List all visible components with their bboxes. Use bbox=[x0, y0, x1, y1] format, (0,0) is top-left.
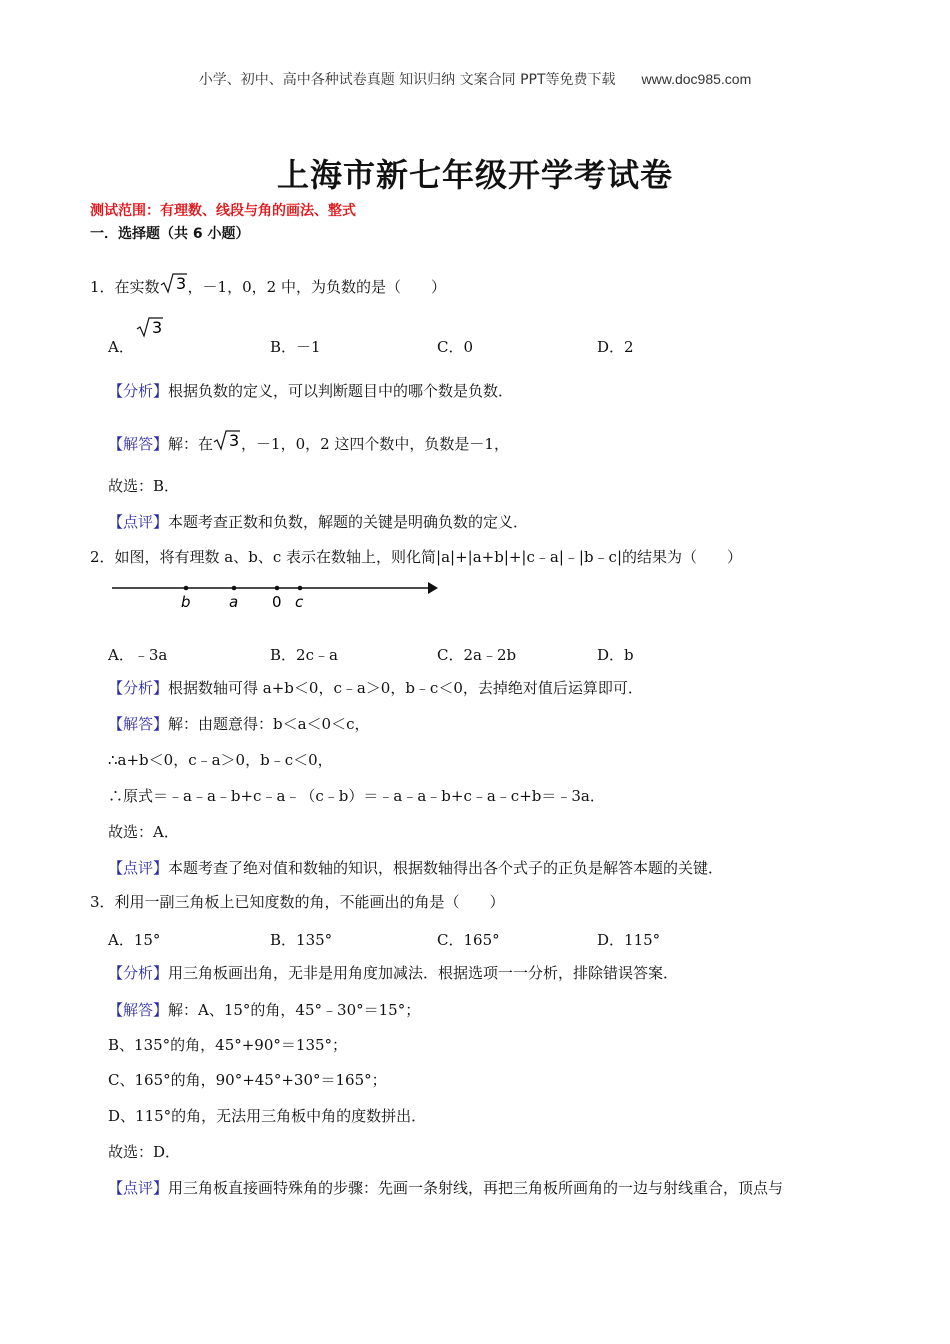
q2-option-d[interactable]: D．b bbox=[597, 646, 634, 664]
q2-step-1: ∴a+b＜0，c﹣a＞0，b﹣c＜0， bbox=[108, 751, 333, 769]
question-1-stem: 1．在实数 3 ，－1，0，2 中，为负数的是（ ） bbox=[90, 274, 446, 296]
q3-analysis: 【分析】用三角板画出角，无非是用角度加减法．根据选项一一分析，排除错误答案． bbox=[108, 964, 679, 982]
question-3-stem: 3．利用一副三角板上已知度数的角，不能画出的角是（ ） bbox=[90, 893, 505, 911]
axis-arrow-icon bbox=[428, 582, 438, 594]
sqrt-3-symbol bbox=[136, 316, 164, 338]
svg-text:3: 3 bbox=[175, 274, 186, 293]
q1-choice: 故选：B． bbox=[108, 477, 180, 495]
q1-option-c[interactable]: C．0 bbox=[437, 338, 474, 356]
q3-option-b[interactable]: B．135° bbox=[270, 931, 333, 949]
q2-choice: 故选：A． bbox=[108, 823, 179, 841]
point-zero bbox=[275, 586, 280, 591]
q3-option-c[interactable]: C．165° bbox=[437, 931, 500, 949]
label-zero: 0 bbox=[272, 593, 282, 611]
header-url[interactable]: www.doc985.com bbox=[641, 71, 752, 87]
number-line-figure bbox=[110, 576, 440, 610]
q3-choice: 故选：D． bbox=[108, 1143, 181, 1161]
q2-option-b[interactable]: B．2c﹣a bbox=[270, 646, 338, 664]
q1-comment: 【点评】本题考查正数和负数，解题的关键是明确负数的定义． bbox=[108, 513, 529, 531]
point-a bbox=[232, 586, 237, 591]
q1-option-a[interactable]: A． bbox=[108, 338, 134, 356]
q1-analysis: 【分析】根据负数的定义，可以判断题目中的哪个数是负数． bbox=[108, 382, 514, 400]
q1-answer: 【解答】解：在 3 ，－1，0，2 这四个数中，负数是－1， bbox=[108, 431, 509, 453]
label-b: b bbox=[181, 593, 191, 611]
q3-option-d[interactable]: D．115° bbox=[597, 931, 661, 949]
point-c bbox=[298, 586, 303, 591]
point-b bbox=[184, 586, 189, 591]
q2-comment: 【点评】本题考查了绝对值和数轴的知识，根据数轴得出各个式子的正负是解答本题的关键． bbox=[108, 859, 724, 877]
header-text: 小学、初中、高中各种试卷真题 知识归纳 文案合同 PPT等免费下载 bbox=[198, 72, 616, 88]
q3-comment: 【点评】用三角板直接画特殊角的步骤：先画一条射线，再把三角板所画角的一边与射线重合，顶点与 bbox=[108, 1179, 784, 1197]
page-header bbox=[0, 69, 950, 89]
test-scope: 测试范围：有理数、线段与角的画法、整式 bbox=[90, 203, 356, 219]
q2-option-c[interactable]: C．2a﹣2b bbox=[437, 646, 517, 664]
q2-answer: 【解答】解：由题意得：b＜a＜0＜c， bbox=[108, 715, 370, 733]
q1-option-d[interactable]: D．2 bbox=[597, 338, 634, 356]
svg-text:3: 3 bbox=[229, 431, 240, 450]
q1-option-b[interactable]: B．－1 bbox=[270, 338, 321, 356]
q3-answer: 【解答】解：A、15°的角，45°﹣30°＝15°； bbox=[108, 1001, 421, 1019]
q3-step-3: D、115°的角，无法用三角板中角的度数拼出． bbox=[108, 1107, 427, 1125]
page-title: 上海市新七年级开学考试卷 bbox=[276, 156, 673, 194]
question-2-stem: 2．如图，将有理数 a、b、c 表示在数轴上，则化简|a|+|a+b|+|c﹣a|﹣|b﹣c|的结果为（ ） bbox=[90, 548, 742, 566]
section-heading: 一．选择题（共 6 小题） bbox=[90, 226, 250, 242]
label-c: c bbox=[295, 593, 304, 611]
q2-option-a[interactable]: A．﹣3a bbox=[108, 646, 168, 664]
q2-analysis: 【分析】根据数轴可得 a+b＜0，c﹣a＞0，b﹣c＜0，去掉绝对值后运算即可． bbox=[108, 679, 643, 697]
q3-step-1: B、135°的角，45°+90°＝135°； bbox=[108, 1036, 348, 1054]
sqrt-3-symbol bbox=[213, 429, 241, 451]
svg-text:3: 3 bbox=[152, 318, 163, 337]
q2-step-2: ∴原式＝﹣a﹣a﹣b+c﹣a﹣（c﹣b）＝﹣a﹣a﹣b+c﹣a﹣c+b＝﹣3a． bbox=[108, 787, 605, 805]
sqrt-3-symbol bbox=[160, 272, 188, 294]
q3-step-2: C、165°的角，90°+45°+30°＝165°； bbox=[108, 1071, 387, 1089]
q3-option-a[interactable]: A．15° bbox=[108, 931, 161, 949]
label-a: a bbox=[229, 593, 239, 611]
